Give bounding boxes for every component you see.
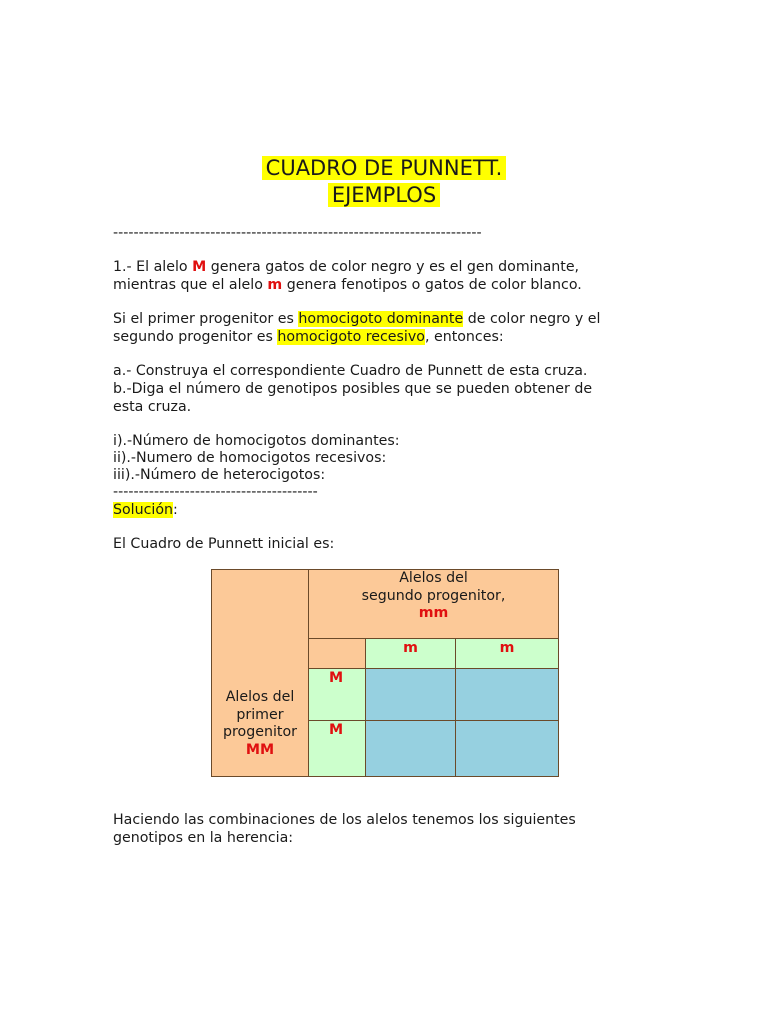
- conclusion-line2: genotipos en la herencia:: [113, 830, 294, 846]
- solution-colon: :: [173, 502, 178, 518]
- problem-text: mientras que el alelo: [113, 277, 268, 293]
- row-allele-2-text: M: [329, 722, 344, 738]
- row-allele-1: [308, 668, 366, 721]
- problem-text: 1.- El alelo: [113, 259, 193, 275]
- column-allele-1-text: m: [403, 640, 418, 656]
- solution-heading: [113, 501, 178, 519]
- first-parent-label-3: progenitor: [223, 724, 297, 740]
- question-b-line1: b.-Diga el número de genotipos posibles que se pueden obtener de: [113, 381, 593, 397]
- page-subtitle-text: EJEMPLOS: [328, 183, 440, 207]
- problem-line-3: [113, 310, 600, 328]
- second-parent-label-1: Alelos del: [399, 570, 468, 586]
- problem-line-2: [113, 276, 582, 294]
- allele-dominant: M: [192, 259, 207, 275]
- question-ii: ii).-Numero de homocigotos recesivos:: [113, 450, 387, 466]
- problem-text: Si el primer progenitor es: [113, 311, 299, 327]
- problem-text: de color negro y el: [463, 311, 601, 327]
- page-title-line2: [0, 181, 768, 209]
- first-parent-label-2: primer: [236, 706, 284, 723]
- second-parent-alleles: mm: [418, 605, 449, 621]
- first-parent-alleles: MM: [245, 741, 275, 758]
- result-cell-1-2: [455, 668, 559, 721]
- result-cell-2-2: [455, 720, 559, 777]
- problem-line-4: [113, 328, 504, 346]
- question-i: i).-Número de homocigotos dominantes:: [113, 433, 400, 449]
- highlight-homocigoto-dominante: homocigoto dominante: [298, 311, 464, 327]
- second-parent-label-2: segundo progenitor,: [361, 587, 506, 604]
- result-cell-1-1: [365, 668, 456, 721]
- solution-label: Solución: [113, 502, 174, 518]
- conclusion-line1: Haciendo las combinaciones de los alelos tenemos los siguientes: [113, 812, 576, 828]
- problem-line-1: [113, 258, 579, 276]
- highlight-homocigoto-recesivo: homocigoto recesivo: [277, 329, 425, 345]
- second-parent-header: [308, 569, 559, 639]
- page-title-text: CUADRO DE PUNNETT.: [262, 156, 507, 180]
- problem-text: genera fenotipos o gatos de color blanco.: [282, 277, 582, 293]
- first-parent-header: [211, 569, 309, 777]
- question-a: a.- Construya el correspondiente Cuadro de Punnett de esta cruza.: [113, 363, 588, 379]
- problem-text: segundo progenitor es: [113, 329, 278, 345]
- question-iii: iii).-Número de heterocigotos:: [113, 467, 326, 483]
- punnett-square: [211, 569, 559, 777]
- row-allele-1-text: M: [329, 670, 344, 686]
- column-allele-1: [365, 638, 456, 669]
- problem-text: , entonces:: [424, 329, 504, 345]
- column-allele-2-text: m: [499, 640, 515, 656]
- result-cell-2-1: [365, 720, 456, 777]
- problem-text: genera gatos de color negro y es el gen dominante,: [206, 259, 580, 275]
- question-b-line2: esta cruza.: [113, 399, 192, 415]
- first-parent-label-1: Alelos del: [225, 689, 295, 705]
- separator-long: ------------------------------------------------------------------------: [113, 225, 482, 241]
- row-allele-2: [308, 720, 366, 777]
- allele-recessive: m: [267, 277, 283, 293]
- separator-short: ----------------------------------------: [113, 484, 318, 500]
- corner-cell: [308, 638, 366, 669]
- page-title-line1: [0, 154, 768, 182]
- punnett-intro: El Cuadro de Punnett inicial es:: [113, 536, 335, 552]
- column-allele-2: [455, 638, 559, 669]
